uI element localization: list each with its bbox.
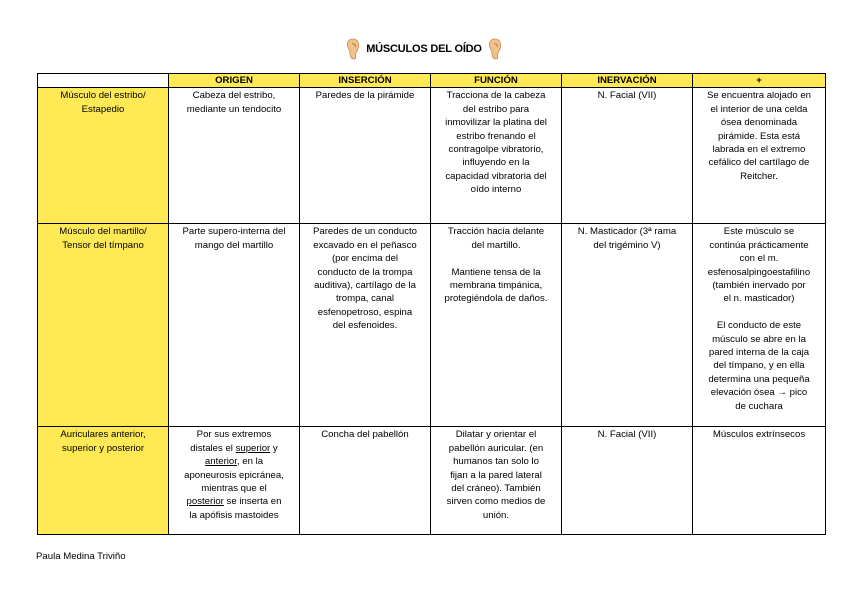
cell-insercion: Paredes de la pirámide — [300, 88, 431, 224]
header-cell-insercion: INSERCIÓN — [300, 74, 431, 88]
origen-underlined-term: superior — [235, 442, 271, 454]
cell-inervacion: N. Facial (VII) — [562, 88, 693, 224]
page-title: MÚSCULOS DEL OÍDO — [366, 43, 482, 55]
header-cell-extra: + — [693, 74, 826, 88]
page-title-bar — [0, 36, 848, 62]
origen-text-part: se inserta en la apófisis mastoides — [189, 496, 282, 521]
cell-funcion: Tracción hacia delante del martillo. Mantiene tensa de la membrana timpánica, protegiéndola de daños. — [431, 224, 562, 427]
ear-icon — [346, 38, 360, 60]
cell-extra: Se encuentra alojado en el interior de una celda ósea denominada pirámide. Esta está labrada en el extremo cefálico del cartílago de Reitcher. — [693, 88, 826, 224]
cell-funcion: Tracciona de la cabeza del estribo para inmovilizar la platina del estribo frenando el contragolpe vibratorio, influyendo en la capacidad vibratoria del oído interno — [431, 88, 562, 224]
table-row — [38, 88, 826, 224]
ear-icon — [488, 38, 502, 60]
row-label-estribo: Músculo del estribo/ Estapedio — [38, 88, 169, 224]
cell-origen: Parte supero-interna del mango del martillo — [169, 224, 300, 427]
cell-insercion: Paredes de un conducto excavado en el peñasco (por encima del conducto de la trompa auditiva), cartílago de la trompa, canal esfenopetroso, espina del esfenoides. — [300, 224, 431, 427]
header-cell-inervacion: INERVACIÓN — [562, 74, 693, 88]
table-row — [38, 224, 826, 427]
row-label-martillo: Músculo del martillo/ Tensor del tímpano — [38, 224, 169, 427]
origen-text-part: y — [270, 442, 278, 454]
cell-funcion: Dilatar y orientar el pabellón auricular. (en humanos tan solo lo fijan a la pared lateral del cráneo). También sirven como medios de unión. — [431, 427, 562, 535]
cell-origen — [169, 427, 300, 535]
cell-origen: Cabeza del estribo, mediante un tendocito — [169, 88, 300, 224]
table-header-row — [38, 74, 826, 88]
origen-underlined-term: anterior — [204, 456, 237, 468]
origen-underlined-term: posterior — [186, 496, 224, 508]
header-cell-blank — [38, 74, 169, 88]
author-footer: Paula Medina Triviño — [36, 551, 126, 562]
header-cell-funcion: FUNCIÓN — [431, 74, 562, 88]
cell-extra: Este músculo se continúa prácticamente con el m. esfenosalpingoestafilino (también inervado por el n. masticador) El conducto de este músculo se abre en la pared interna de la caja del tímpano, y en ella determina una pequeña elevación ósea → pico de cuchara — [693, 224, 826, 427]
origen-text-part: , en la aponeurosis epicránea, mientras que el — [184, 456, 284, 495]
cell-extra: Músculos extrínsecos — [693, 427, 826, 535]
muscles-table — [37, 73, 826, 535]
cell-insercion: Concha del pabellón — [300, 427, 431, 535]
table-row — [38, 427, 826, 535]
cell-inervacion: N. Masticador (3ª rama del trigémino V) — [562, 224, 693, 427]
origen-text-part: Por sus extremos distales el — [190, 429, 272, 454]
header-cell-origen: ORIGEN — [169, 74, 300, 88]
row-label-auriculares: Auriculares anterior, superior y posterior — [38, 427, 169, 535]
cell-inervacion: N. Facial (VII) — [562, 427, 693, 535]
